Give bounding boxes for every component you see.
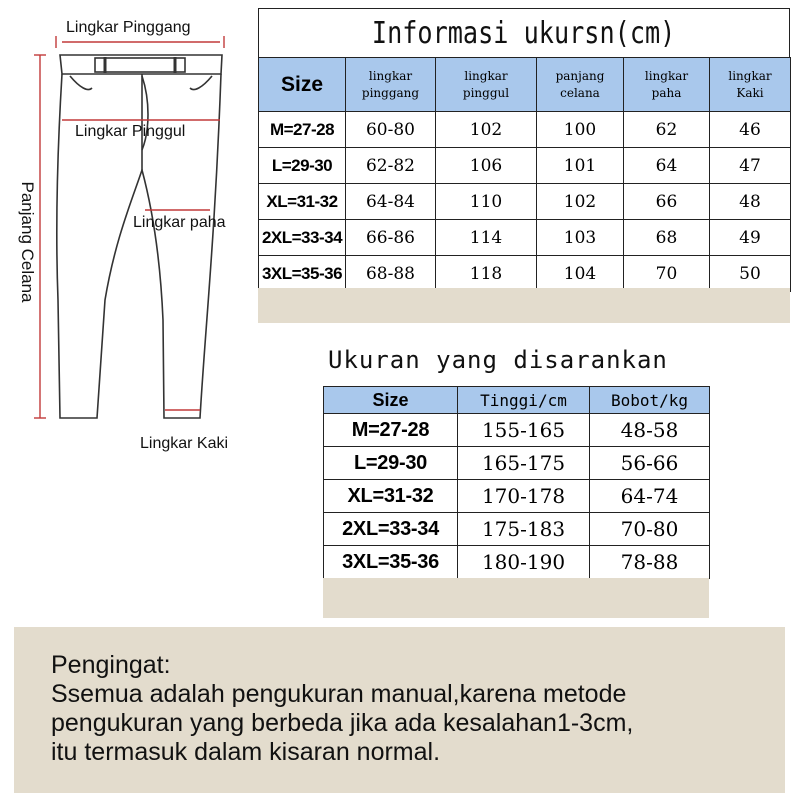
value-cell: 66-86 bbox=[346, 220, 436, 256]
size-info-header-cell bbox=[259, 58, 346, 112]
value-cell: 104 bbox=[537, 256, 624, 292]
value-cell: 50 bbox=[710, 256, 791, 292]
table-row bbox=[324, 414, 710, 447]
size-cell: 3XL=35-36 bbox=[324, 546, 458, 579]
table-row bbox=[259, 184, 791, 220]
value-cell: 46 bbox=[710, 112, 791, 148]
size-cell: XL=31-32 bbox=[259, 184, 346, 220]
value-cell: 64-84 bbox=[346, 184, 436, 220]
pants-outline bbox=[57, 55, 222, 418]
value-cell: 47 bbox=[710, 148, 791, 184]
header-line: paha bbox=[651, 85, 682, 100]
header-line: pinggul bbox=[462, 85, 510, 100]
value-cell: 68 bbox=[624, 220, 710, 256]
value-cell: 70 bbox=[624, 256, 710, 292]
recommended-header-cell: Tinggi/cm bbox=[458, 387, 590, 414]
table-row bbox=[324, 447, 710, 480]
recommended-table bbox=[323, 386, 710, 579]
value-cell: 48 bbox=[710, 184, 791, 220]
size-info-table bbox=[258, 57, 791, 292]
value-cell: 180-190 bbox=[458, 546, 590, 579]
size-info-header-cell bbox=[436, 58, 537, 112]
size-cell: XL=31-32 bbox=[324, 480, 458, 513]
value-cell: 170-178 bbox=[458, 480, 590, 513]
value-cell: 114 bbox=[436, 220, 537, 256]
size-cell: L=29-30 bbox=[259, 148, 346, 184]
size-info-title-box bbox=[258, 8, 790, 58]
table-row bbox=[259, 112, 791, 148]
value-cell: 49 bbox=[710, 220, 791, 256]
size-info-title: Informasi ukursn(cm) bbox=[372, 16, 676, 51]
value-cell: 118 bbox=[436, 256, 537, 292]
label-panjang-celana: Panjang Celana bbox=[18, 181, 37, 303]
label-lingkar-pinggang: Lingkar Pinggang bbox=[66, 19, 191, 36]
note-line: Pengingat: bbox=[51, 651, 171, 679]
size-cell: 3XL=35-36 bbox=[259, 256, 346, 292]
size-info-header-row bbox=[259, 58, 791, 112]
label-lingkar-pinggul: Lingkar Pinggul bbox=[75, 123, 186, 140]
label-lingkar-kaki: Lingkar Kaki bbox=[140, 435, 229, 452]
size-cell: 2XL=33-34 bbox=[259, 220, 346, 256]
size-info-header-cell bbox=[710, 58, 791, 112]
recommended-footer-panel bbox=[323, 578, 709, 618]
recommended-title: Ukuran yang disarankan bbox=[328, 346, 668, 374]
table-row bbox=[324, 546, 710, 579]
header-line: lingkar bbox=[464, 68, 508, 83]
size-info-header-cell bbox=[537, 58, 624, 112]
header-line: lingkar bbox=[368, 68, 413, 83]
value-cell: 64 bbox=[624, 148, 710, 184]
pants-diagram bbox=[0, 0, 258, 470]
header-line: celana bbox=[560, 85, 600, 100]
table-row bbox=[324, 513, 710, 546]
note-line: itu termasuk dalam kisaran normal. bbox=[51, 738, 441, 766]
value-cell: 62 bbox=[624, 112, 710, 148]
value-cell: 78-88 bbox=[590, 546, 710, 579]
recommended-header-row bbox=[324, 387, 710, 414]
value-cell: 70-80 bbox=[590, 513, 710, 546]
size-cell: M=27-28 bbox=[324, 414, 458, 447]
note-line: pengukuran yang berbeda jika ada kesalahan1-3cm, bbox=[51, 709, 634, 737]
header-line: panjang bbox=[555, 68, 605, 83]
value-cell: 165-175 bbox=[458, 447, 590, 480]
value-cell: 100 bbox=[537, 112, 624, 148]
value-cell: 102 bbox=[537, 184, 624, 220]
value-cell: 110 bbox=[436, 184, 537, 220]
value-cell: 64-74 bbox=[590, 480, 710, 513]
reminder-note bbox=[14, 627, 785, 793]
value-cell: 68-88 bbox=[346, 256, 436, 292]
value-cell: 56-66 bbox=[590, 447, 710, 480]
header-line: Kaki bbox=[736, 85, 764, 100]
size-cell: 2XL=33-34 bbox=[324, 513, 458, 546]
size-cell: L=29-30 bbox=[324, 447, 458, 480]
size-info-header-cell bbox=[624, 58, 710, 112]
header-line: lingkar bbox=[644, 68, 689, 83]
size-info-footer-panel bbox=[258, 288, 790, 323]
table-row bbox=[259, 256, 791, 292]
value-cell: 101 bbox=[537, 148, 624, 184]
label-lingkar-paha: Lingkar paha bbox=[133, 214, 226, 231]
note-line: Ssemua adalah pengukuran manual,karena metode bbox=[51, 680, 627, 708]
value-cell: 66 bbox=[624, 184, 710, 220]
value-cell: 48-58 bbox=[590, 414, 710, 447]
header-line: lingkar bbox=[728, 68, 772, 83]
table-row bbox=[324, 480, 710, 513]
size-header-label: Size bbox=[280, 73, 324, 96]
header-line: pinggang bbox=[361, 85, 420, 100]
size-info-header-cell bbox=[346, 58, 436, 112]
value-cell: 102 bbox=[436, 112, 537, 148]
recommended-header-cell: Bobot/kg bbox=[590, 387, 710, 414]
value-cell: 103 bbox=[537, 220, 624, 256]
value-cell: 60-80 bbox=[346, 112, 436, 148]
table-row bbox=[259, 220, 791, 256]
value-cell: 62-82 bbox=[346, 148, 436, 184]
recommended-header-cell: Size bbox=[324, 387, 458, 414]
value-cell: 155-165 bbox=[458, 414, 590, 447]
size-cell: M=27-28 bbox=[259, 112, 346, 148]
value-cell: 106 bbox=[436, 148, 537, 184]
value-cell: 175-183 bbox=[458, 513, 590, 546]
table-row bbox=[259, 148, 791, 184]
